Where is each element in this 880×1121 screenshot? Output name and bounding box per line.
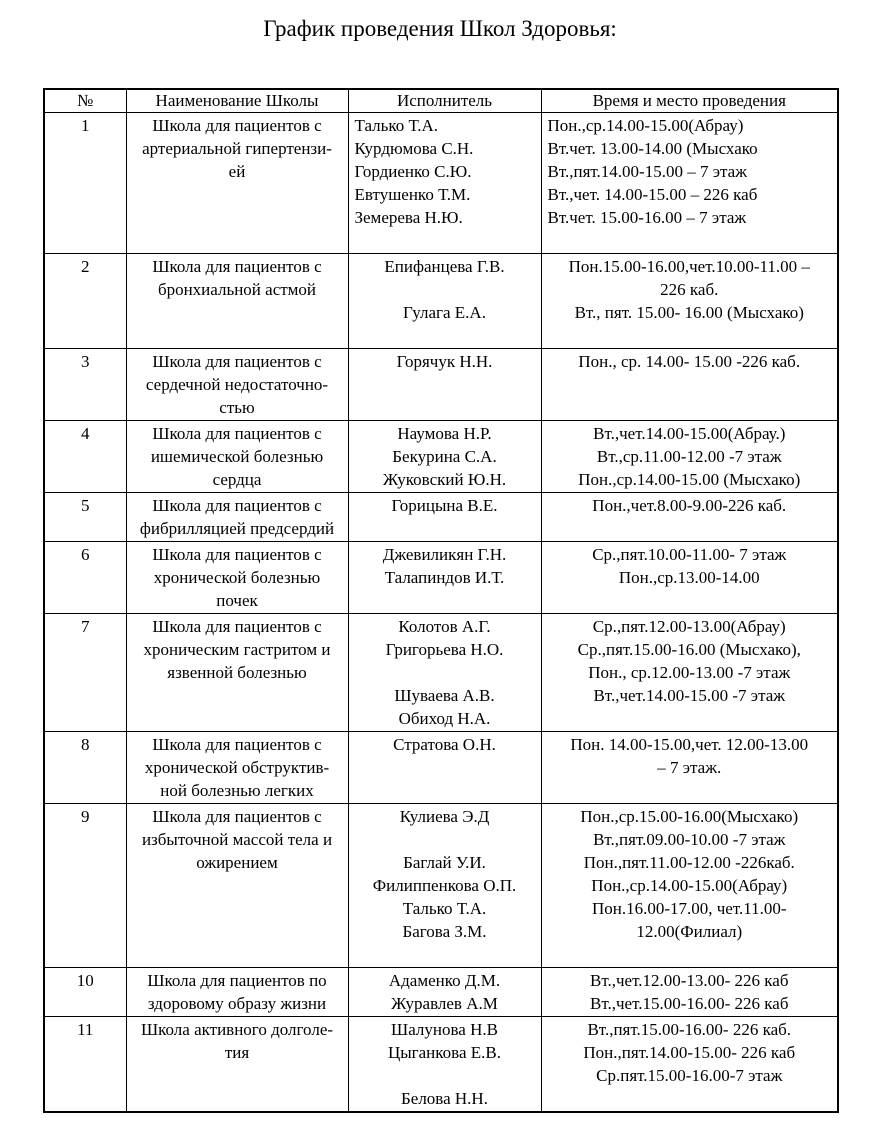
row-number: 7 bbox=[44, 614, 126, 732]
school-cell bbox=[126, 113, 348, 254]
schedule-entry: Ср.,пят.10.00-11.00- 7 этаж bbox=[592, 545, 787, 564]
schedule-entry: Ср.пят.15.00-16.00-7 этаж bbox=[596, 1066, 783, 1085]
executor-name bbox=[355, 229, 535, 252]
school-name-line: хронической обструктив- bbox=[144, 758, 330, 777]
schedule-entry: Пон.,чет.8.00-9.00-226 каб. bbox=[592, 496, 787, 515]
executors-cell bbox=[348, 421, 541, 493]
school-name-line: Школа для пациентов с bbox=[152, 617, 322, 636]
executor-name: Евтушенко Т.М. bbox=[354, 185, 471, 204]
executor-name: Наумова Н.Р. bbox=[397, 424, 492, 443]
schedule-entry: Пон.,ср.14.00-15.00 (Мысхако) bbox=[578, 470, 801, 489]
executor-name: Обиход Н.А. bbox=[398, 709, 491, 728]
school-cell bbox=[126, 968, 348, 1017]
school-name-line: язвенной болезнью bbox=[167, 663, 307, 682]
schedule-entry: Пон., ср.12.00-13.00 -7 этаж bbox=[588, 663, 791, 682]
school-name-line: здоровому образу жизни bbox=[147, 994, 327, 1013]
schedule-cell bbox=[541, 349, 838, 421]
row-number: 4 bbox=[44, 421, 126, 493]
executor-name: Горицына В.Е. bbox=[391, 496, 498, 515]
executors-cell bbox=[348, 349, 541, 421]
row-number: 6 bbox=[44, 542, 126, 614]
school-cell bbox=[126, 542, 348, 614]
school-cell bbox=[126, 732, 348, 804]
table-row bbox=[44, 1017, 838, 1113]
schedule-entry: Вт.,пят.14.00-15.00 – 7 этаж bbox=[547, 162, 747, 181]
school-cell bbox=[126, 804, 348, 968]
table-row bbox=[44, 968, 838, 1017]
school-name-line: избыточной массой тела и bbox=[141, 830, 333, 849]
schedule-entry: Пон.15.00-16.00,чет.10.00-11.00 – bbox=[568, 257, 810, 276]
executor-name bbox=[355, 943, 535, 966]
table-row bbox=[44, 421, 838, 493]
schedule-entry: Вт.,чет.14.00-15.00(Абрау.) bbox=[593, 424, 786, 443]
executor-name: Баглай У.И. bbox=[403, 853, 486, 872]
executor-name: Багова З.М. bbox=[402, 922, 487, 941]
executor-name: Талапиндов И.Т. bbox=[384, 568, 505, 587]
executor-name: Адаменко Д.М. bbox=[388, 971, 501, 990]
executor-name: Талько Т.А. bbox=[402, 899, 487, 918]
school-cell bbox=[126, 614, 348, 732]
col-header-executor: Исполнитель bbox=[348, 89, 541, 113]
executor-name bbox=[355, 324, 535, 347]
school-name-line: фибрилляцией предсердий bbox=[139, 519, 335, 538]
schedule-entry: Вт.,чет.15.00-16.00- 226 каб bbox=[589, 994, 789, 1013]
schedule-entry: Вт.,пят.15.00-16.00- 226 каб. bbox=[587, 1020, 792, 1039]
schedule-cell bbox=[541, 113, 838, 254]
school-name-line: ожирением bbox=[196, 853, 278, 872]
school-name-line: Школа для пациентов с bbox=[152, 807, 322, 826]
executor-name: Колотов А.Г. bbox=[398, 617, 491, 636]
executor-name: Епифанцева Г.В. bbox=[384, 257, 505, 276]
schedule-entry: Пон.,пят.14.00-15.00- 226 каб bbox=[583, 1043, 796, 1062]
header-row bbox=[44, 89, 838, 113]
executor-name: Филиппенкова О.П. bbox=[372, 876, 517, 895]
school-name-line: Школа для пациентов с bbox=[152, 424, 322, 443]
schedule-cell bbox=[541, 968, 838, 1017]
school-name-line: тия bbox=[224, 1043, 250, 1062]
executor-name: Кулиева Э.Д bbox=[399, 807, 490, 826]
executors-cell bbox=[348, 1017, 541, 1113]
schedule-entry: Вт.чет. 15.00-16.00 – 7 этаж bbox=[547, 208, 747, 227]
schedule-entry: Пон.16.00-17.00, чет.11.00- bbox=[591, 899, 787, 918]
executors-cell bbox=[348, 254, 541, 349]
executor-name bbox=[355, 1064, 535, 1087]
school-cell bbox=[126, 493, 348, 542]
schedule-entry: Ср.,пят.12.00-13.00(Абрау) bbox=[592, 617, 786, 636]
executor-name bbox=[355, 278, 535, 301]
schedule-cell bbox=[541, 254, 838, 349]
row-number: 11 bbox=[44, 1017, 126, 1113]
schedule-entry: 12.00(Филиал) bbox=[636, 922, 743, 941]
row-number: 10 bbox=[44, 968, 126, 1017]
schedule-entry: Вт.,чет.14.00-15.00 -7 этаж bbox=[593, 686, 786, 705]
schedule-entry: Пон.,пят.11.00-12.00 -226каб. bbox=[583, 853, 795, 872]
executors-cell bbox=[348, 493, 541, 542]
col-header-number: № bbox=[44, 89, 126, 113]
schedule-entry: Ср.,пят.15.00-16.00 (Мысхако), bbox=[577, 640, 801, 659]
schedule-cell bbox=[541, 421, 838, 493]
school-name-line: бронхиальной астмой bbox=[157, 280, 317, 299]
school-name-line: ишемической болезнью bbox=[150, 447, 324, 466]
school-name-line: Школа для пациентов с bbox=[152, 257, 322, 276]
table-row bbox=[44, 804, 838, 968]
school-name-line: хронической болезнью bbox=[153, 568, 321, 587]
schedule-entry: Пон.,ср.14.00-15.00(Абрау) bbox=[547, 116, 744, 135]
schedule-entry: Пон. 14.00-15.00,чет. 12.00-13.00 bbox=[570, 735, 809, 754]
schedule-entry: Вт.,пят.09.00-10.00 -7 этаж bbox=[593, 830, 786, 849]
executors-cell bbox=[348, 968, 541, 1017]
school-name-line: хроническим гастритом и bbox=[143, 640, 331, 659]
executor-name: Шуваева А.В. bbox=[394, 686, 495, 705]
table-row bbox=[44, 614, 838, 732]
table-body bbox=[44, 113, 838, 1113]
table-row bbox=[44, 732, 838, 804]
schedule-cell bbox=[541, 614, 838, 732]
executor-name: Бекурина С.А. bbox=[392, 447, 497, 466]
table-header bbox=[44, 89, 838, 113]
schedule-cell bbox=[541, 732, 838, 804]
row-number: 9 bbox=[44, 804, 126, 968]
executor-name: Жуковский Ю.Н. bbox=[382, 470, 507, 489]
school-name-line: Школа активного долголе- bbox=[140, 1020, 334, 1039]
schedule-table bbox=[43, 88, 839, 1113]
executors-cell bbox=[348, 614, 541, 732]
row-number: 5 bbox=[44, 493, 126, 542]
schedule-entry: Вт.,чет.12.00-13.00- 226 каб bbox=[589, 971, 789, 990]
table-row bbox=[44, 542, 838, 614]
school-cell bbox=[126, 421, 348, 493]
executor-name: Талько Т.А. bbox=[354, 116, 438, 135]
executor-name: Джевиликян Г.Н. bbox=[382, 545, 507, 564]
school-name-line: ей bbox=[228, 162, 246, 181]
col-header-time-place: Время и место проведения bbox=[541, 89, 838, 113]
school-name-line: Школа для пациентов с bbox=[152, 545, 322, 564]
table-row bbox=[44, 113, 838, 254]
school-name-line: Школа для пациентов с bbox=[152, 496, 322, 515]
school-cell bbox=[126, 1017, 348, 1113]
executor-name: Земерева Н.Ю. bbox=[354, 208, 463, 227]
executor-name: Белова Н.Н. bbox=[401, 1089, 488, 1108]
schedule-entry: Вт.чет. 13.00-14.00 (Мысхако bbox=[547, 139, 758, 158]
school-name-line: артериальной гипертензи- bbox=[142, 139, 332, 158]
page-title: График проведения Школ Здоровья: bbox=[263, 16, 617, 41]
executors-cell bbox=[348, 542, 541, 614]
school-name-line: почек bbox=[216, 591, 258, 610]
school-cell bbox=[126, 254, 348, 349]
executor-name: Григорьева Н.О. bbox=[385, 640, 504, 659]
executor-name: Журавлев А.М bbox=[391, 994, 498, 1013]
schedule-entry: Пон.,ср.13.00-14.00 bbox=[618, 568, 760, 587]
executor-name: Курдюмова С.Н. bbox=[354, 139, 474, 158]
school-name-line: Школа для пациентов с bbox=[152, 735, 322, 754]
executor-name: Гулага Е.А. bbox=[403, 303, 486, 322]
schedule-cell bbox=[541, 493, 838, 542]
row-number: 3 bbox=[44, 349, 126, 421]
schedule-entry: Пон.,ср.14.00-15.00(Абрау) bbox=[591, 876, 788, 895]
executor-name: Шалунова Н.В bbox=[391, 1020, 498, 1039]
executors-cell bbox=[348, 804, 541, 968]
school-name-line: Школа для пациентов с bbox=[152, 352, 322, 371]
school-name-line: стью bbox=[219, 398, 255, 417]
school-name-line: ной болезнью легких bbox=[160, 781, 314, 800]
executors-cell bbox=[348, 113, 541, 254]
school-name-line: Школа для пациентов с bbox=[152, 116, 322, 135]
school-name-line: Школа для пациентов по bbox=[147, 971, 327, 990]
executor-name: Гордиенко С.Ю. bbox=[354, 162, 472, 181]
executor-name: Цыганкова Е.В. bbox=[387, 1043, 502, 1062]
row-number: 2 bbox=[44, 254, 126, 349]
schedule-cell bbox=[541, 542, 838, 614]
row-number: 1 bbox=[44, 113, 126, 254]
table-row bbox=[44, 254, 838, 349]
table-row bbox=[44, 493, 838, 542]
table-row bbox=[44, 349, 838, 421]
schedule-cell bbox=[541, 804, 838, 968]
executors-cell bbox=[348, 732, 541, 804]
schedule-entry: Пон., ср. 14.00- 15.00 -226 каб. bbox=[578, 352, 801, 371]
school-cell bbox=[126, 349, 348, 421]
school-name-line: сердца bbox=[212, 470, 262, 489]
schedule-entry: Пон.,ср.15.00-16.00(Мысхако) bbox=[580, 807, 799, 826]
schedule-entry: Вт., пят. 15.00- 16.00 (Мысхако) bbox=[574, 303, 804, 322]
schedule-entry: Вт.,чет. 14.00-15.00 – 226 каб bbox=[547, 185, 758, 204]
schedule-entry: Вт.,ср.11.00-12.00 -7 этаж bbox=[596, 447, 782, 466]
row-number: 8 bbox=[44, 732, 126, 804]
school-name-line: сердечной недостаточно- bbox=[145, 375, 329, 394]
schedule-entry: – 7 этаж. bbox=[657, 758, 722, 777]
schedule-entry: 226 каб. bbox=[660, 280, 719, 299]
executor-name bbox=[355, 828, 535, 851]
executor-name bbox=[355, 661, 535, 684]
schedule-cell bbox=[541, 1017, 838, 1113]
executor-name: Горячук Н.Н. bbox=[396, 352, 493, 371]
col-header-school-name: Наименование Школы bbox=[126, 89, 348, 113]
executor-name: Стратова О.Н. bbox=[393, 735, 496, 754]
